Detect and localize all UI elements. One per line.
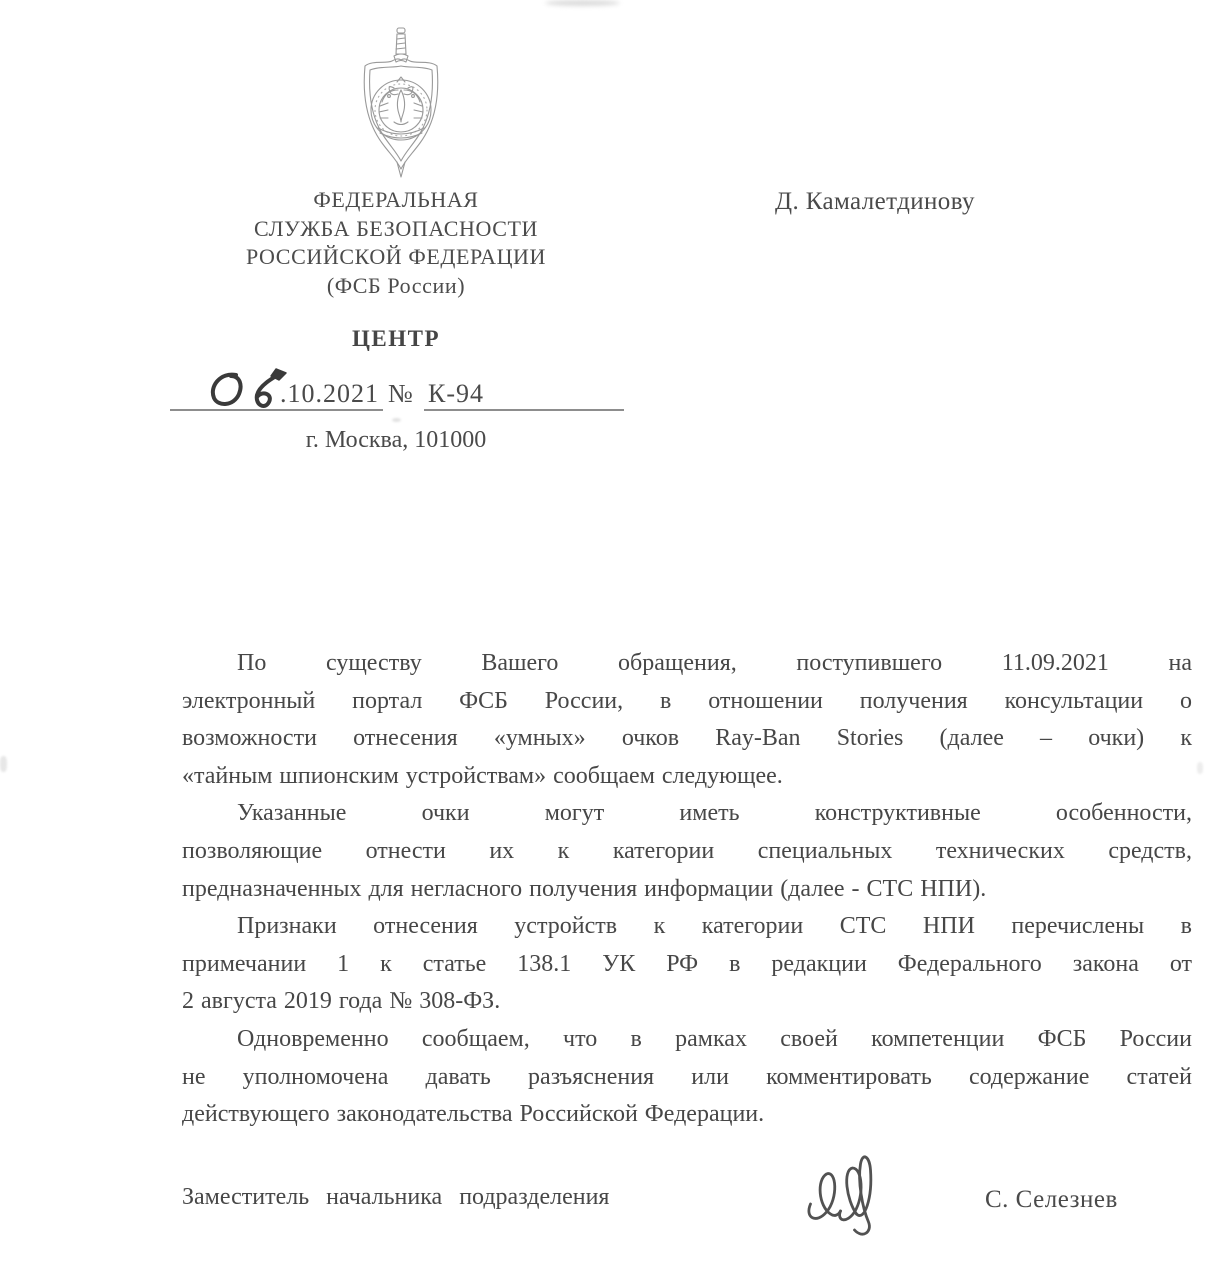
body-text-line: примечании 1 к статье 138.1 УК РФ в редакции Федерального закона от	[182, 950, 1192, 977]
body-paragraphs	[182, 645, 1192, 1134]
body-text-line: По существу Вашего обращения, поступившего 11.09.2021 на	[237, 650, 1192, 676]
body-text-line: возможности отнесения «умных» очков Ray-Ban Stories (далее – очки) к	[182, 725, 1192, 752]
ref-underline-number	[424, 409, 624, 411]
scan-speck	[392, 418, 401, 422]
body-text-line: не уполномочена давать разъяснения или комментировать содержание статей	[182, 1063, 1192, 1090]
body-text-line: Признаки отнесения устройств к категории СТС НПИ перечислены в	[237, 913, 1192, 940]
ref-underline-date	[170, 409, 383, 411]
body-text-line: позволяющие отнести их к категории специальных технических средств,	[182, 837, 1192, 864]
fsb-emblem-icon	[342, 26, 460, 178]
numero-sign: №	[388, 379, 413, 408]
body-text-line: предназначенных для негласного получения информации (далее - СТС НПИ).	[182, 875, 987, 902]
body-text-line: электронный портал ФСБ России, в отношении получения консультации о	[182, 687, 1192, 714]
body-text-line: «тайным шпионским устройствам» сообщаем следующее.	[182, 762, 783, 789]
scan-smudge	[545, 0, 620, 6]
recipient-name: Д. Камалетдинову	[775, 188, 975, 215]
body-text-line: 2 августа 2019 года № 308-ФЗ.	[182, 988, 501, 1015]
body-text-line: действующего законодательства Российской Федерации.	[182, 1101, 765, 1128]
ref-date: .10.2021	[280, 379, 379, 408]
signer-position-title: Заместитель начальника подразделения	[182, 1184, 610, 1210]
letterhead-org-line: РОССИЙСКОЙ ФЕДЕРАЦИИ	[245, 244, 547, 269]
scan-speck	[1197, 762, 1203, 774]
signer-name: С. Селезнев	[985, 1186, 1118, 1213]
signature-icon	[800, 1138, 900, 1238]
letterhead-org-line: ФЕДЕРАЛЬНАЯ	[313, 187, 479, 212]
body-text-line: Указанные очки могут иметь конструктивные особенности,	[237, 800, 1192, 827]
scan-speck	[0, 756, 7, 772]
letterhead-division: ЦЕНТР	[351, 326, 440, 351]
letterhead-org-line: СЛУЖБА БЕЗОПАСНОСТИ	[253, 215, 539, 241]
letterhead-org-line: (ФСБ России)	[326, 272, 466, 298]
ref-doc-number: К-94	[428, 379, 484, 408]
letterhead-org-name	[178, 186, 614, 300]
city-postal-line: г. Москва, 101000	[305, 427, 487, 453]
body-text-line: Одновременно сообщаем, что в рамках своей компетенции ФСБ России	[237, 1025, 1192, 1052]
